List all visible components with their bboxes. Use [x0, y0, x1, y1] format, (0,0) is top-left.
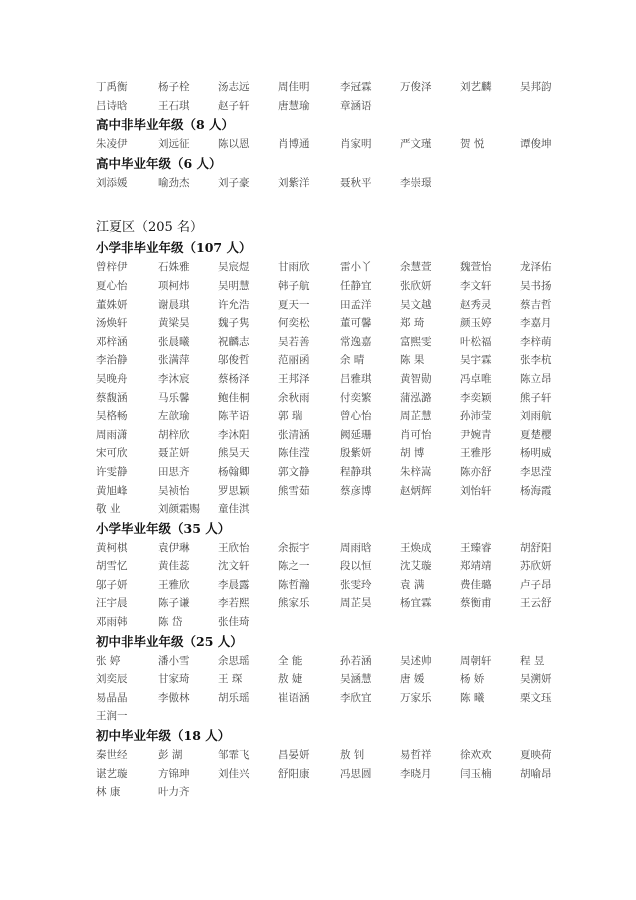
person-name: 陈 果 — [400, 354, 425, 367]
person-name: 余思瑶 — [218, 654, 250, 667]
person-name: 胡 博 — [400, 447, 425, 460]
person-name: 张晨曦 — [158, 335, 190, 348]
person-name: 聂秋平 — [340, 176, 372, 189]
person-name: 周雨晗 — [340, 541, 372, 554]
person-name: 邓雨韩 — [96, 616, 128, 629]
section-title-primary-grad: 小学毕业年级（35 人） — [96, 520, 231, 536]
person-name: 程 昱 — [520, 654, 545, 667]
person-name: 蔡衡甫 — [460, 597, 492, 610]
person-name: 范丽函 — [278, 354, 310, 367]
person-name: 陈哲瀚 — [278, 578, 310, 591]
person-name: 熊雪茹 — [278, 484, 310, 497]
person-name: 余秋雨 — [278, 391, 310, 404]
person-name: 肖可怡 — [400, 428, 432, 441]
person-name: 曾梓伊 — [96, 261, 128, 274]
person-name: 马乐馨 — [158, 391, 190, 404]
person-name: 吴述帅 — [400, 654, 432, 667]
person-name: 陈子谦 — [158, 597, 190, 610]
person-name: 鲍佳桐 — [218, 391, 250, 404]
person-name: 刘远征 — [158, 138, 190, 151]
person-name: 刘颜霜赐 — [158, 503, 200, 516]
person-name: 石姝雅 — [158, 261, 190, 274]
person-name: 李冠霖 — [340, 81, 372, 93]
person-name: 黄柯棋 — [96, 541, 128, 554]
person-name: 尹婉青 — [460, 428, 492, 441]
person-name: 张欣妍 — [400, 279, 432, 292]
person-name: 李晨露 — [218, 578, 250, 591]
person-name: 吴宸煜 — [218, 261, 250, 274]
person-name: 李治静 — [96, 354, 128, 367]
person-name: 谭俊坤 — [520, 138, 552, 151]
person-name: 吴若善 — [278, 335, 310, 348]
person-name: 董可馨 — [340, 317, 372, 330]
person-name: 许雯静 — [96, 465, 128, 478]
person-name: 吴文越 — [400, 298, 432, 311]
person-name: 李欣宜 — [340, 691, 372, 704]
name-row — [96, 333, 566, 352]
person-name: 王石琪 — [158, 99, 190, 112]
person-name: 王邦泽 — [278, 372, 310, 385]
person-name: 陈立昂 — [520, 372, 552, 385]
person-name: 富熙雯 — [400, 335, 432, 348]
junior-non-grad-name-grid — [96, 652, 566, 726]
person-name: 舒阳康 — [278, 767, 310, 780]
name-row — [96, 463, 566, 482]
name-row — [96, 783, 566, 802]
person-name: 吴溯妍 — [520, 673, 552, 686]
person-name: 杨 娇 — [460, 673, 485, 686]
name-row — [96, 135, 566, 154]
person-name: 袁 满 — [400, 578, 425, 591]
person-name: 全 能 — [278, 654, 303, 667]
person-name: 邹霏飞 — [218, 749, 250, 762]
person-name: 任静宜 — [340, 279, 372, 292]
section-title-junior-non-grad: 初中非毕业年级（25 人） — [96, 633, 243, 649]
person-name: 李崇璟 — [400, 176, 432, 189]
person-name: 田孟洋 — [340, 298, 372, 311]
person-name: 栗文珏 — [520, 691, 552, 704]
person-name: 蔡杨泽 — [218, 372, 250, 385]
person-name: 郑靖靖 — [460, 560, 492, 573]
person-name: 刘怡轩 — [460, 484, 492, 497]
person-name: 余振宇 — [278, 541, 310, 554]
person-name: 陈佳滢 — [278, 447, 310, 460]
person-name: 汤志远 — [218, 81, 250, 93]
name-row — [96, 652, 566, 671]
person-name: 谌艺璇 — [96, 767, 128, 780]
name-row — [96, 444, 566, 463]
person-name: 朱梓嵩 — [400, 465, 432, 478]
person-name: 胡雪忆 — [96, 560, 128, 573]
name-row — [96, 277, 566, 296]
person-name: 罗思颖 — [218, 484, 250, 497]
person-name: 邬俊哲 — [218, 354, 250, 367]
person-name: 夏心怡 — [96, 279, 128, 292]
person-name: 吴格畅 — [96, 410, 128, 423]
person-name: 王雅彤 — [460, 447, 492, 460]
person-name: 唐 媛 — [400, 673, 425, 686]
person-name: 蔡馥涵 — [96, 391, 128, 404]
person-name: 崔语涵 — [278, 691, 310, 704]
name-row — [96, 258, 566, 277]
person-name: 左歆瑜 — [158, 410, 190, 423]
person-name: 项柯炜 — [158, 279, 190, 292]
name-row — [96, 351, 566, 370]
person-name: 李傲林 — [158, 691, 190, 704]
person-name: 丁禹衡 — [96, 81, 128, 93]
person-name: 殷紫妍 — [340, 447, 372, 460]
person-name: 刘艺麟 — [460, 81, 492, 93]
person-name: 何奕松 — [278, 317, 310, 330]
section-title-hs-grad: 高中毕业年级（6 人） — [96, 155, 222, 171]
person-name: 林 康 — [96, 786, 121, 799]
person-name: 吴书扬 — [520, 279, 552, 292]
person-name: 陈芊语 — [218, 410, 250, 423]
person-name: 陈 岱 — [158, 616, 183, 629]
person-name: 魏子隽 — [218, 317, 250, 330]
person-name: 陈 曦 — [460, 691, 485, 704]
person-name: 肖家明 — [340, 138, 372, 151]
name-row — [96, 500, 566, 519]
primary-grad-name-grid — [96, 539, 566, 632]
person-name: 李晓月 — [400, 767, 432, 780]
person-name: 甘家琦 — [158, 673, 190, 686]
person-name: 熊昊天 — [218, 447, 250, 460]
person-name: 胡乐瑶 — [218, 691, 250, 704]
person-name: 李沐阳 — [218, 428, 250, 441]
name-row — [96, 670, 566, 689]
name-row — [96, 97, 566, 116]
person-name: 蔡彦博 — [340, 484, 372, 497]
district-title-jiangxia: 江夏区（205 名） — [96, 220, 203, 236]
person-name: 郭 瑞 — [278, 410, 303, 423]
person-name: 喻劲杰 — [158, 176, 190, 189]
person-name: 黄智勋 — [400, 372, 432, 385]
person-name: 沈文轩 — [218, 560, 250, 573]
person-name: 段以恒 — [340, 560, 372, 573]
document-page — [96, 78, 566, 802]
person-name: 赵炳辉 — [400, 484, 432, 497]
person-name: 程静琪 — [340, 465, 372, 478]
person-name: 吴邦韵 — [520, 81, 552, 93]
person-name: 黄佳蕊 — [158, 560, 190, 573]
person-name: 吴明慧 — [218, 279, 250, 292]
person-name: 张清涵 — [278, 428, 310, 441]
person-name: 胡舒阳 — [520, 541, 552, 554]
person-name: 王雅欣 — [158, 578, 190, 591]
top-name-grid — [96, 78, 566, 115]
person-name: 王欣怡 — [218, 541, 250, 554]
person-name: 汪宇晨 — [96, 597, 128, 610]
person-name: 杨海霞 — [520, 484, 552, 497]
name-row — [96, 594, 566, 613]
person-name: 魏萱怡 — [460, 261, 492, 274]
person-name: 夏楚樱 — [520, 428, 552, 441]
section-title-junior-grad: 初中毕业年级（18 人） — [96, 728, 231, 744]
person-name: 叶力齐 — [158, 786, 190, 799]
person-name: 朱凌伊 — [96, 138, 128, 151]
person-name: 董姝妍 — [96, 298, 128, 311]
person-name: 吕诗晗 — [96, 99, 128, 112]
name-row — [96, 613, 566, 632]
person-name: 夏映荷 — [520, 749, 552, 762]
person-name: 周芷慧 — [400, 410, 432, 423]
person-name: 熊家乐 — [278, 597, 310, 610]
person-name: 赵秀灵 — [460, 298, 492, 311]
person-name: 聂芷妍 — [158, 447, 190, 460]
person-name: 唐慧瑜 — [278, 99, 310, 112]
person-name: 孙若涵 — [340, 654, 372, 667]
person-name: 陈亦舒 — [460, 465, 492, 478]
person-name: 李嘉月 — [520, 317, 552, 330]
person-name: 邓梓涵 — [96, 335, 128, 348]
person-name: 周朝轩 — [460, 654, 492, 667]
person-name: 刘紫洋 — [278, 176, 310, 189]
person-name: 宋可欣 — [96, 447, 128, 460]
person-name: 吴涵慧 — [340, 673, 372, 686]
person-name: 龙泽佑 — [520, 261, 552, 274]
person-name: 冯卓唯 — [460, 372, 492, 385]
person-name: 周雨潇 — [96, 428, 128, 441]
person-name: 严文瑾 — [400, 138, 432, 151]
person-name: 吕雅琪 — [340, 372, 372, 385]
name-row — [96, 407, 566, 426]
person-name: 吴祯怡 — [158, 484, 190, 497]
person-name: 杨宜霖 — [400, 597, 432, 610]
person-name: 颜玉婷 — [460, 317, 492, 330]
person-name: 敬 业 — [96, 503, 121, 516]
person-name: 王 琛 — [218, 673, 243, 686]
person-name: 胡喻昂 — [520, 767, 552, 780]
primary-non-grad-name-grid — [96, 258, 566, 518]
person-name: 李思滢 — [520, 465, 552, 478]
person-name: 张李杭 — [520, 354, 552, 367]
junior-grad-name-grid — [96, 746, 566, 802]
name-row — [96, 539, 566, 558]
person-name: 韩子航 — [278, 279, 310, 292]
person-name: 李奕颖 — [460, 391, 492, 404]
name-row — [96, 707, 566, 726]
person-name: 周佳明 — [278, 81, 310, 93]
hs-non-grad-name-grid — [96, 135, 566, 154]
person-name: 苏欣妍 — [520, 560, 552, 573]
name-row — [96, 296, 566, 315]
person-name: 潘小雪 — [158, 654, 190, 667]
person-name: 熊子轩 — [520, 391, 552, 404]
person-name: 胡梓欣 — [158, 428, 190, 441]
person-name: 阙延珊 — [340, 428, 372, 441]
name-row — [96, 746, 566, 765]
person-name: 万家乐 — [400, 691, 432, 704]
person-name: 昌晏妍 — [278, 749, 310, 762]
person-name: 张 婷 — [96, 654, 121, 667]
name-row — [96, 689, 566, 708]
person-name: 闫玉楠 — [460, 767, 492, 780]
section-title-primary-non-grad: 小学非毕业年级（107 人） — [96, 240, 252, 256]
person-name: 易晶晶 — [96, 691, 128, 704]
person-name: 彭 湖 — [158, 749, 183, 762]
person-name: 谢晨琪 — [158, 298, 190, 311]
person-name: 常逸嘉 — [340, 335, 372, 348]
person-name: 叶松福 — [460, 335, 492, 348]
person-name: 曾心怡 — [340, 410, 372, 423]
person-name: 余 晴 — [340, 354, 365, 367]
person-name: 王润一 — [96, 710, 128, 723]
person-name: 杨子栓 — [158, 81, 190, 93]
person-name: 沈艾璇 — [400, 560, 432, 573]
person-name: 王臻睿 — [460, 541, 492, 554]
person-name: 吴晚舟 — [96, 372, 128, 385]
person-name: 王焕成 — [400, 541, 432, 554]
person-name: 雷小丫 — [340, 261, 372, 274]
person-name: 杨明威 — [520, 447, 552, 460]
person-name: 万俊泽 — [400, 81, 432, 93]
name-row — [96, 482, 566, 501]
person-name: 敖 钊 — [340, 749, 365, 762]
person-name: 甘雨欣 — [278, 261, 310, 274]
person-name: 章涵语 — [340, 99, 372, 112]
name-row — [96, 78, 566, 97]
person-name: 张满萍 — [158, 354, 190, 367]
person-name: 易哲祥 — [400, 749, 432, 762]
person-name: 李文轩 — [460, 279, 492, 292]
name-row — [96, 314, 566, 333]
name-row — [96, 765, 566, 784]
person-name: 冯思圆 — [340, 767, 372, 780]
person-name: 赵子轩 — [218, 99, 250, 112]
person-name: 刘佳兴 — [218, 767, 250, 780]
person-name: 张佳琦 — [218, 616, 250, 629]
person-name: 费佳璐 — [460, 578, 492, 591]
person-name: 黄旭峰 — [96, 484, 128, 497]
person-name: 秦世经 — [96, 749, 128, 762]
person-name: 蒲泓潞 — [400, 391, 432, 404]
person-name: 许允浩 — [218, 298, 250, 311]
person-name: 肖博通 — [278, 138, 310, 151]
person-name: 刘添媛 — [96, 176, 128, 189]
name-row — [96, 557, 566, 576]
hs-grad-name-grid — [96, 174, 566, 193]
person-name: 吴宇霖 — [460, 354, 492, 367]
person-name: 李若熙 — [218, 597, 250, 610]
person-name: 田思齐 — [158, 465, 190, 478]
person-name: 李梓萌 — [520, 335, 552, 348]
person-name: 祝麟志 — [218, 335, 250, 348]
name-row — [96, 576, 566, 595]
person-name: 杨翰卿 — [218, 465, 250, 478]
person-name: 汤焕轩 — [96, 317, 128, 330]
person-name: 陈以恩 — [218, 138, 250, 151]
person-name: 张雯玲 — [340, 578, 372, 591]
person-name: 陈之一 — [278, 560, 310, 573]
person-name: 敖 婕 — [278, 673, 303, 686]
person-name: 邬子妍 — [96, 578, 128, 591]
person-name: 刘子豪 — [218, 176, 250, 189]
person-name: 黄梁昊 — [158, 317, 190, 330]
person-name: 袁伊琳 — [158, 541, 190, 554]
person-name: 蔡吉哲 — [520, 298, 552, 311]
person-name: 刘奕辰 — [96, 673, 128, 686]
person-name: 周芷昊 — [340, 597, 372, 610]
person-name: 卢子昂 — [520, 578, 552, 591]
person-name: 贺 悦 — [460, 138, 485, 151]
person-name: 付奕繁 — [340, 391, 372, 404]
person-name: 余慧萱 — [400, 261, 432, 274]
person-name: 孙沛莹 — [460, 410, 492, 423]
person-name: 刘雨航 — [520, 410, 552, 423]
name-row — [96, 174, 566, 193]
person-name: 徐欢欢 — [460, 749, 492, 762]
name-row — [96, 370, 566, 389]
person-name: 夏天一 — [278, 298, 310, 311]
name-row — [96, 389, 566, 408]
person-name: 李沐宸 — [158, 372, 190, 385]
name-row — [96, 426, 566, 445]
person-name: 王云舒 — [520, 597, 552, 610]
person-name: 方锦珅 — [158, 767, 190, 780]
section-title-hs-non-grad: 高中非毕业年级（8 人） — [96, 117, 235, 133]
person-name: 童佳淇 — [218, 503, 250, 516]
person-name: 郑 琦 — [400, 317, 425, 330]
person-name: 郭文静 — [278, 465, 310, 478]
